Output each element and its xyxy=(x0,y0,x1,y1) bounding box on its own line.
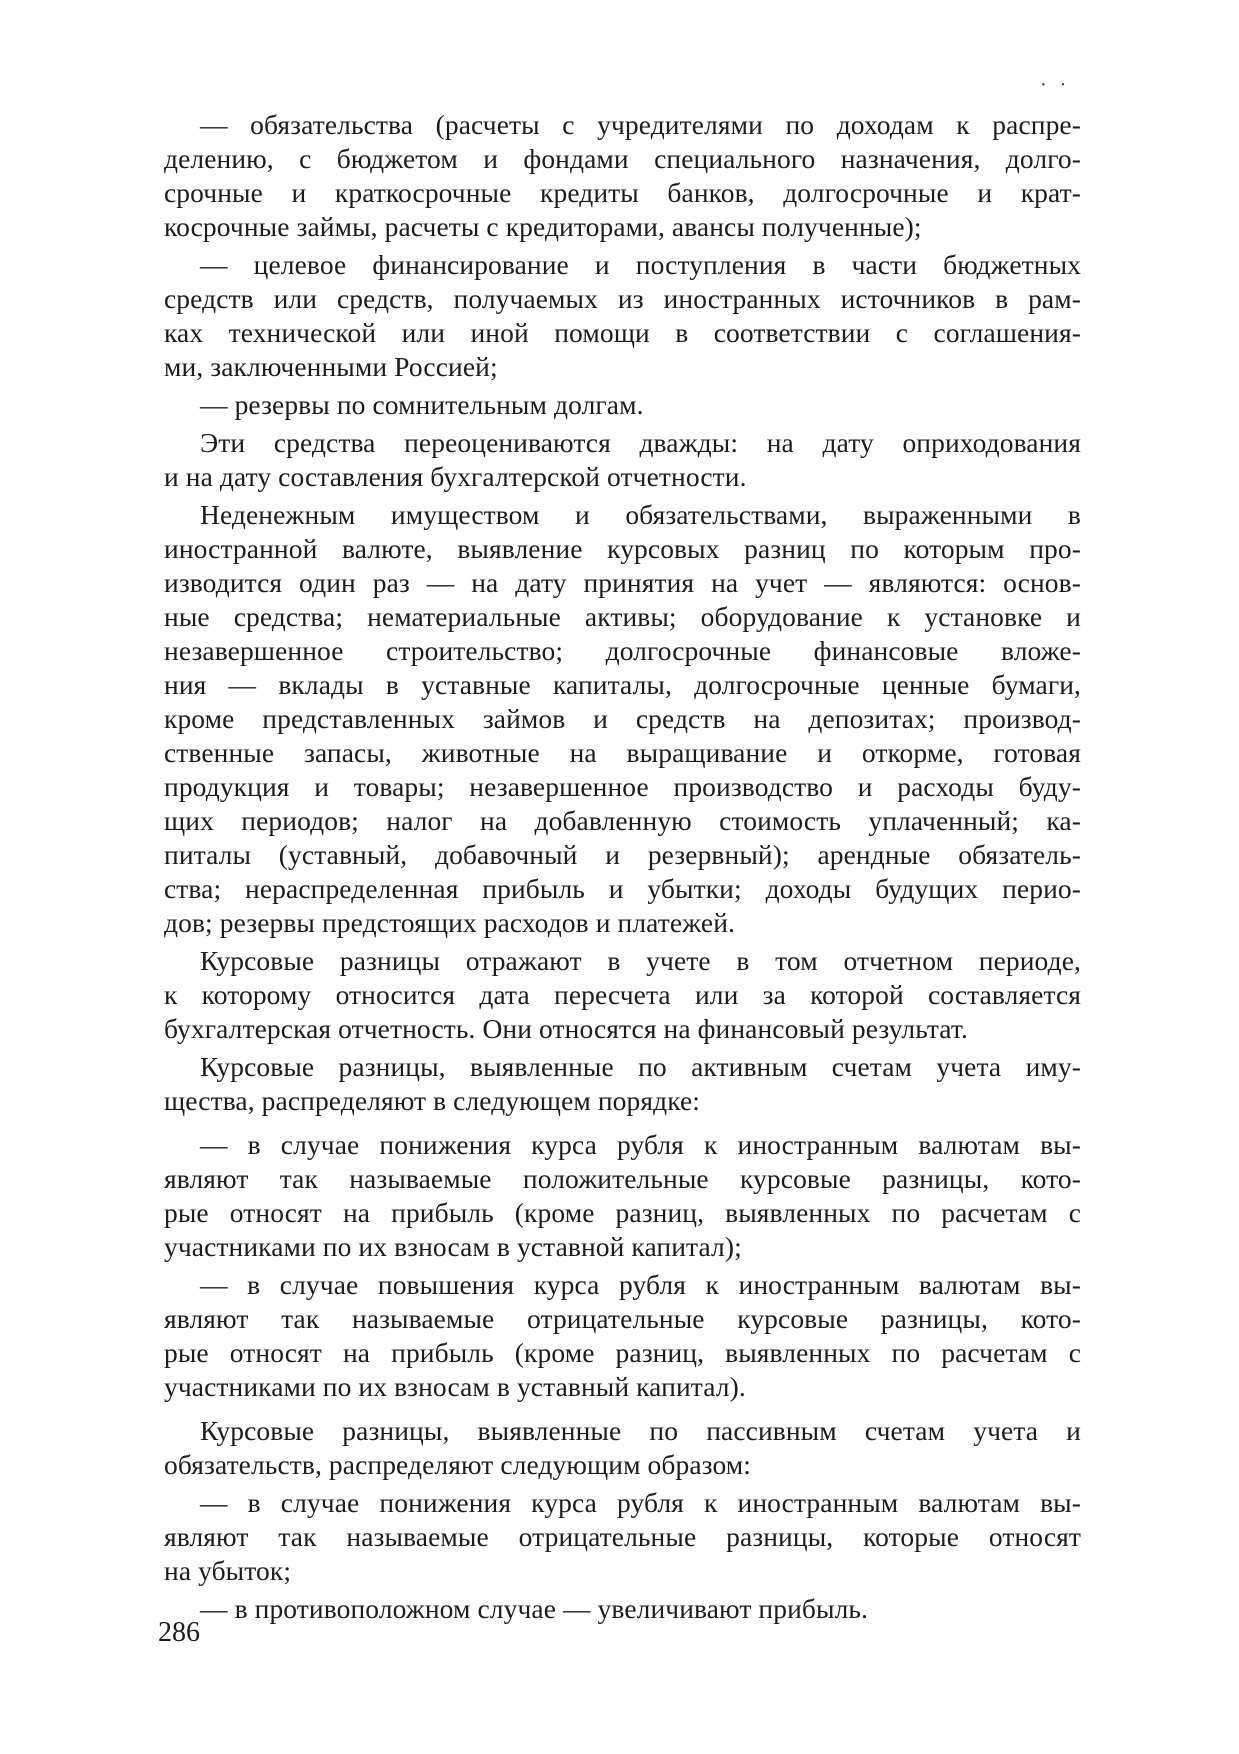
text-line: ные средства; нематериальные активы; оборудование к установке и xyxy=(164,601,1081,632)
paragraph xyxy=(164,1050,1081,1118)
text-line: Курсовые разницы, выявленные по пассивным счетам учета и xyxy=(200,1415,1081,1446)
paragraph-gap xyxy=(164,1404,1081,1414)
text-line: Эти средства переоцениваются дважды: на дату оприходования xyxy=(200,427,1081,458)
paragraph-gap xyxy=(164,1118,1081,1128)
text-line: ства; нераспределенная прибыль и убытки; доходы будущих перио- xyxy=(164,873,1081,904)
paragraph xyxy=(164,498,1081,940)
text-line: являют так называемые отрицательные разницы, которые относят xyxy=(164,1521,1081,1552)
text-line: ми, заключенными Россией; xyxy=(164,351,498,382)
text-line: — в случае понижения курса рубля к иностранным валютам вы- xyxy=(200,1129,1081,1160)
body-text xyxy=(164,108,1081,1630)
paragraph-gap xyxy=(164,1626,1081,1630)
text-line: являют так называемые отрицательные курсовые разницы, кото- xyxy=(164,1303,1081,1334)
text-line: к которому относится дата пересчета или за которой составляется xyxy=(164,979,1081,1010)
text-line: продукция и товары; незавершенное производство и расходы буду- xyxy=(164,771,1081,802)
paragraph xyxy=(164,944,1081,1046)
text-line: ния — вклады в уставные капиталы, долгосрочные ценные бумаги, xyxy=(164,669,1081,700)
paragraph xyxy=(164,388,1081,422)
page-number: 286 xyxy=(158,1617,200,1648)
paragraph xyxy=(164,1128,1081,1264)
text-line: — в случае понижения курса рубля к иностранным валютам вы- xyxy=(200,1487,1081,1518)
text-line: участниками по их взносам в уставный капитал). xyxy=(164,1371,746,1402)
text-line: незавершенное строительство; долгосрочные финансовые вложе- xyxy=(164,635,1081,666)
text-line: щества, распределяют в следующем порядке: xyxy=(164,1085,701,1116)
text-line: щих периодов; налог на добавленную стоимость уплаченный; ка- xyxy=(164,805,1081,836)
paragraph xyxy=(164,1592,1081,1626)
paragraph xyxy=(164,1268,1081,1404)
text-line: ственные запасы, животные на выращивание и откорме, готовая xyxy=(164,737,1081,768)
text-line: рые относят на прибыль (кроме разниц, выявленных по расчетам с xyxy=(164,1197,1081,1228)
text-line: являют так называемые положительные курсовые разницы, кото- xyxy=(164,1163,1081,1194)
text-line: средств или средств, получаемых из иностранных источников в рам- xyxy=(164,283,1081,314)
paragraph xyxy=(164,1414,1081,1482)
text-line: участниками по их взносам в уставной капитал); xyxy=(164,1231,742,1262)
text-line: косрочные займы, расчеты с кредиторами, авансы полученные); xyxy=(164,211,922,242)
text-line: рые относят на прибыль (кроме разниц, выявленных по расчетам с xyxy=(164,1337,1081,1368)
text-line: на убыток; xyxy=(164,1555,292,1586)
text-line: — в случае повышения курса рубля к иностранным валютам вы- xyxy=(200,1269,1081,1300)
text-line: Курсовые разницы, выявленные по активным счетам учета иму- xyxy=(200,1051,1081,1082)
text-line: кроме представленных займов и средств на депозитах; производ- xyxy=(164,703,1081,734)
text-line: делению, с бюджетом и фондами специального назначения, долго- xyxy=(164,143,1081,174)
text-line: и на дату составления бухгалтерской отчетности. xyxy=(164,461,747,492)
paragraph xyxy=(164,248,1081,384)
text-line: — резервы по сомнительным долгам. xyxy=(200,389,644,420)
text-line: — целевое финансирование и поступления в части бюджетных xyxy=(200,249,1081,280)
text-line: срочные и краткосрочные кредиты банков, долгосрочные и крат- xyxy=(164,177,1081,208)
paragraph xyxy=(164,426,1081,494)
text-line: — обязательства (расчеты с учредителями по доходам к распре- xyxy=(200,109,1081,140)
paragraph xyxy=(164,1486,1081,1588)
text-line: дов; резервы предстоящих расходов и платежей. xyxy=(164,907,735,938)
text-line: — в противоположном случае — увеличивают прибыль. xyxy=(200,1593,869,1624)
text-line: бухгалтерская отчетность. Они относятся на финансовый результат. xyxy=(164,1013,968,1044)
paragraph xyxy=(164,108,1081,244)
text-line: Курсовые разницы отражают в учете в том отчетном периоде, xyxy=(200,945,1081,976)
text-line: Неденежным имуществом и обязательствами, выраженными в xyxy=(200,499,1081,530)
text-line: питалы (уставный, добавочный и резервный); арендные обязатель- xyxy=(164,839,1081,870)
text-line: изводится один раз — на дату принятия на учет — являются: основ- xyxy=(164,567,1081,598)
text-line: ках технической или иной помощи в соответствии с соглашения- xyxy=(164,317,1081,348)
text-line: обязательств, распределяют следующим образом: xyxy=(164,1449,752,1480)
corner-mark: · · xyxy=(1040,74,1071,96)
text-line: иностранной валюте, выявление курсовых разниц по которым про- xyxy=(164,533,1081,564)
